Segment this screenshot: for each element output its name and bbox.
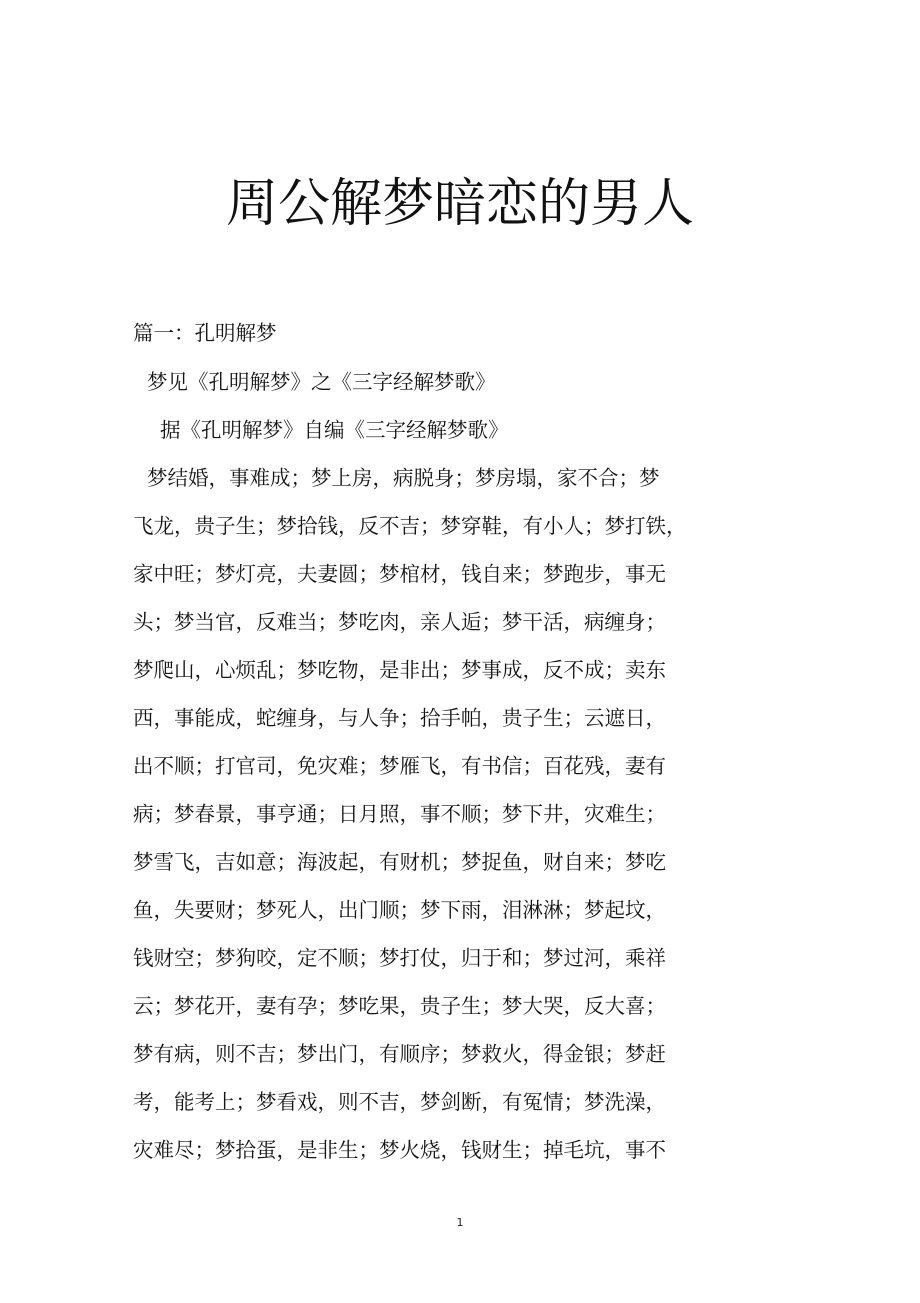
page-number: 1: [456, 1216, 464, 1229]
subheading-2: 据《孔明解梦》自编《三字经解梦歌》: [160, 418, 509, 442]
body-line: 云；梦花开，妻有孕；梦吃果，贵子生；梦大哭，反大喜；: [133, 994, 666, 1018]
body-line: 飞龙，贵子生；梦拾钱，反不吉；梦穿鞋，有小人；梦打铁，: [133, 514, 687, 538]
body-line: 出不顺；打官司，免灾难；梦雁飞，有书信；百花残，妻有: [133, 754, 666, 778]
body-line: 梦雪飞，吉如意；海波起，有财机；梦捉鱼，财自来；梦吃: [133, 850, 666, 874]
body-line: 病；梦春景，事亨通；日月照，事不顺；梦下井，灾难生；: [133, 802, 666, 826]
body-line: 家中旺；梦灯亮，夫妻圆；梦棺材，钱自来；梦跑步，事无: [133, 562, 666, 586]
body-line: 考，能考上；梦看戏，则不吉，梦剑断，有冤情；梦洗澡，: [133, 1090, 666, 1114]
section-heading: 篇一：孔明解梦: [133, 321, 277, 345]
body-line: 梦爬山，心烦乱；梦吃物，是非出；梦事成，反不成；卖东: [133, 658, 666, 682]
body-line: 梦结婚，事难成；梦上房，病脱身；梦房塌，家不合；梦: [147, 466, 660, 490]
subheading-1: 梦见《孔明解梦》之《三字经解梦歌》: [147, 370, 496, 394]
body-line: 灾难尽；梦拾蛋，是非生；梦火烧，钱财生；掉毛坑，事不: [133, 1138, 666, 1162]
body-line: 钱财空；梦狗咬，定不顺；梦打仗，归于和；梦过河，乘祥: [133, 946, 666, 970]
body-line: 头；梦当官，反难当；梦吃肉，亲人逅；梦干活，病缠身；: [133, 610, 666, 634]
body-line: 西，事能成，蛇缠身，与人争；拾手帕，贵子生；云遮日，: [133, 706, 666, 730]
document-title: 周公解梦暗恋的男人: [225, 174, 694, 234]
body-line: 鱼，失要财；梦死人，出门顺；梦下雨，泪淋淋；梦起坟，: [133, 898, 666, 922]
body-line: 梦有病，则不吉；梦出门，有顺序；梦救火，得金银；梦赶: [133, 1042, 666, 1066]
